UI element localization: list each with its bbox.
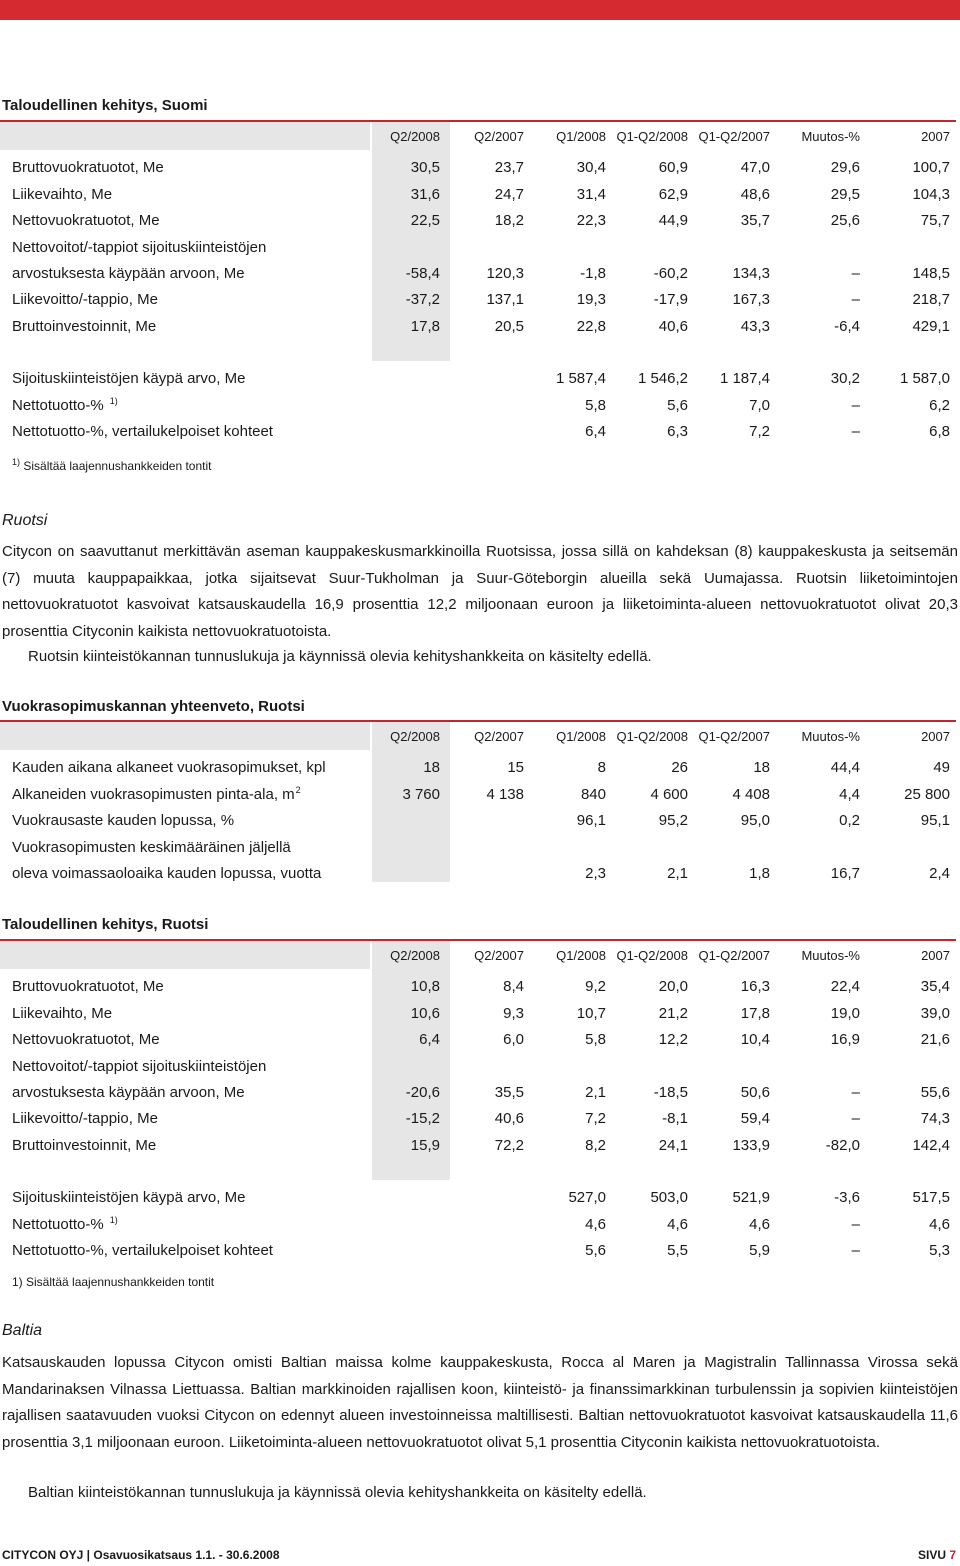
cell-value: -82,0 [825,1136,860,1154]
column-header: Q2/2007 [474,947,524,963]
cell-value [452,229,534,255]
cell-value: 20,0 [658,978,688,996]
cell-value: 22,8 [576,317,606,335]
cell-value: 48,6 [740,185,770,203]
column-header: Q1-Q2/2007 [698,728,770,744]
row-label: oleva voimassaoloaika kauden lopussa, vuotta [0,856,372,882]
header-label-cell [0,722,372,750]
row-label: Vuokrausaste kauden lopussa, % [0,803,372,829]
table-header-row [0,722,960,750]
cell-value [372,803,452,829]
cell-value: 6,4 [585,422,606,440]
cell-value: 44,9 [658,212,688,230]
table-row [0,176,960,202]
row-label: Nettotuotto-% $^{1)}$ [12,1214,118,1233]
cell-value: 23,7 [494,159,524,177]
cell-value: 1 187,4 [719,370,770,388]
cell-value: 12,2 [658,1031,688,1049]
cell-value [534,1048,616,1074]
page-footer [2,1548,957,1562]
table-row [0,361,960,387]
cell-value [698,829,780,855]
cell-value [534,829,616,855]
cell-value: 9,2 [585,978,606,996]
footer-page-indicator [918,1548,960,1562]
cell-value [372,387,452,413]
cell-value: 521,9 [732,1189,770,1207]
cell-value [452,829,534,855]
row-label: Vuokrasopimusten keskimääräinen jäljellä [0,829,372,855]
cell-value: 5,6 [667,396,688,414]
cell-value: 25 800 [904,785,950,803]
row-label: Sijoituskiinteistöjen käypä arvo, Me [12,370,246,388]
header-label-cell [0,941,372,969]
table-row [0,1022,960,1048]
row-label: Bruttovuokratuotot, Me [12,978,164,996]
cell-value: 1 587,0 [899,370,950,388]
cell-value [534,229,616,255]
cell-value: 29,5 [830,185,860,203]
cell-value: 8 [597,759,606,777]
cell-value [372,1180,452,1206]
row-label: Liikevoitto/-tappio, Me [12,291,158,309]
cell-value: 22,3 [576,212,606,230]
cell-value: -15,2 [372,1101,452,1127]
cell-value: 35,7 [740,212,770,230]
cell-value: 10,6 [372,995,452,1021]
row-label: Nettovuokratuotot, Me [12,1031,160,1049]
cell-value: 5,9 [749,1241,770,1259]
cell-value: – [851,1110,860,1128]
cell-value: 8,4 [503,978,524,996]
cell-value [780,1048,870,1074]
cell-value: 6,0 [503,1031,524,1049]
cell-value [616,829,698,855]
cell-value: 15,9 [372,1127,452,1153]
table-row [0,150,960,176]
cell-value: 6,2 [929,396,950,414]
column-header: 2007 [921,728,950,744]
cell-value: 17,8 [372,308,452,334]
cell-value [372,1233,452,1259]
cell-value: 7,2 [585,1110,606,1128]
cell-value: 35,5 [494,1083,524,1101]
sweden-paragraph-1: Citycon on saavuttanut merkittävän aseman kauppakeskusmarkkinoilla Ruotsissa, jossa sillä on kahdeksan (8) kauppakeskusta ja seitsemän (7) muuta kauppapaikkaa, jotka sijaitsevat Suur-Tukholman ja Suur-Göteborgin alueilla sekä Uumajassa. Ruotsin liiketoimintojen nettovuokratuotot kasvoivat katsauskaudella 16,9 prosenttia 12,2 miljoonaan euroon ja liiketoiminta-alueen nettovuokratuotot olivat 20,3 prosenttia Cityconin kaikista nettovuokratuotoista. [2,543,958,640]
cell-value [372,229,452,255]
cell-value: 10,4 [740,1031,770,1049]
cell-value: 24,7 [494,185,524,203]
cell-value: 43,3 [740,317,770,335]
cell-value: -60,2 [653,264,688,282]
table-row [0,776,960,802]
cell-value: -1,8 [580,264,606,282]
cell-value: 142,4 [912,1136,950,1154]
cell-value [452,387,534,413]
cell-value: 6,8 [929,422,950,440]
cell-value: -37,2 [372,282,452,308]
cell-value: 7,2 [749,422,770,440]
cell-value [698,229,780,255]
cell-value: -20,6 [372,1075,452,1101]
cell-value: 29,6 [830,159,860,177]
cell-value: 44,4 [830,759,860,777]
cell-value: 47,0 [740,159,770,177]
cell-value: 0,2 [839,812,860,830]
sweden-heading: Ruotsi [2,512,48,529]
cell-value: -18,5 [653,1083,688,1101]
row-label: Bruttovuokratuotot, Me [12,159,164,177]
cell-value [452,856,534,882]
cell-value [372,361,452,387]
table-row [0,969,960,995]
cell-value: 72,2 [494,1136,524,1154]
cell-value [372,1206,452,1232]
header-label-cell [0,122,372,150]
cell-value: 120,3 [486,264,524,282]
cell-value: 527,0 [568,1189,606,1207]
cell-value: – [851,264,860,282]
column-header: Muutos-% [801,947,860,963]
baltics-heading: Baltia [2,1322,43,1339]
cell-value: 20,5 [494,317,524,335]
column-header: 2007 [921,947,950,963]
cell-value [452,1048,534,1074]
cell-value: 30,5 [372,150,452,176]
cell-value [616,1048,698,1074]
table-row [0,829,960,855]
cell-value: 517,5 [912,1189,950,1207]
table-spacer-row [0,335,960,361]
table-row [0,203,960,229]
column-header: Q2/2008 [372,941,452,969]
table-row [0,1101,960,1127]
cell-value: 2,4 [929,864,950,882]
row-label: Nettotuotto-%, vertailukelpoiset kohteet [12,1241,273,1259]
cell-value: 40,6 [658,317,688,335]
cell-value: 148,5 [912,264,950,282]
column-header: Q2/2007 [474,728,524,744]
cell-value: 5,3 [929,1241,950,1259]
cell-value: – [851,1083,860,1101]
cell-value: 840 [580,785,606,803]
cell-value [870,829,960,855]
cell-value: 4,6 [929,1215,950,1233]
table-row [0,803,960,829]
cell-value: 4 408 [732,785,770,803]
table-header-row [0,941,960,969]
column-header: Q1-Q2/2007 [698,128,770,144]
cell-value [372,414,452,440]
cell-value: 21,2 [658,1004,688,1022]
cell-value: 95,1 [920,812,950,830]
cell-value: 2,1 [585,1083,606,1101]
cell-value [372,856,452,882]
cell-value [452,1233,534,1259]
cell-value: 24,1 [658,1136,688,1154]
column-header: Q1-Q2/2008 [616,728,688,744]
table-row [0,856,960,882]
cell-value: 2,1 [667,864,688,882]
row-label: Liikevaihto, Me [12,185,113,203]
cell-value [870,229,960,255]
cell-value: 5,8 [585,396,606,414]
column-header: Q2/2007 [474,128,524,144]
sweden-paragraph-2: Ruotsin kiinteistökannan tunnuslukuja ja käynnissä olevia kehityshankkeita on käsitelty edellä. [28,648,652,665]
table-row [0,1048,960,1074]
table-row [0,282,960,308]
cell-value: 9,3 [503,1004,524,1022]
cell-value: 1 587,4 [555,370,606,388]
cell-value: 74,3 [920,1110,950,1128]
cell-value: 5,8 [585,1031,606,1049]
cell-value: 133,9 [732,1136,770,1154]
cell-value: 18,2 [494,212,524,230]
cell-value: – [851,291,860,309]
baltics-paragraph-1: Katsauskauden lopussa Citycon omisti Baltian maissa kolme kauppakeskusta, Rocca al Maren ja Magistralin Tallinnassa Virossa sekä Mandarinaksen Vilnassa Liettuassa. Baltian markkinoiden rajallisen koon, kiinteistö- ja finanssimarkkinan turbulenssin ja sopivien kiinteistöjen rajallisen saatavuuden vuoksi Citycon on edennyt alueen investoinneissa maltillisesti. Baltian nettovuokratuotot kasvoivat katsauskaudella 11,6 prosenttia 3,1 miljoonaan euroon. Liiketoiminta-alueen nettovuokratuotot olivat 5,1 prosenttia Cityconin kaikista nettovuokratuotoista. [2,1354,958,1451]
cell-value: 1,8 [749,864,770,882]
cell-value: 30,2 [830,370,860,388]
table-row [0,1180,960,1206]
column-header: Q1/2008 [556,128,606,144]
cell-value: 1 546,2 [637,370,688,388]
row-label: arvostuksesta käypään arvoon, Me [12,1083,245,1101]
cell-value: 7,0 [749,396,770,414]
top-accent-bar [0,0,960,20]
cell-value: 10,7 [576,1004,606,1022]
table-row [0,387,960,413]
cell-value: 39,0 [920,1004,950,1022]
cell-value: – [851,1241,860,1259]
table-row [0,256,960,282]
cell-value [616,229,698,255]
cell-value: 10,8 [372,969,452,995]
row-label: Sijoituskiinteistöjen käypä arvo, Me [12,1189,246,1207]
cell-value [780,829,870,855]
cell-value: 60,9 [658,159,688,177]
column-header: Q2/2008 [372,722,452,750]
cell-value: 30,4 [576,159,606,177]
table-spacer-row [0,1154,960,1180]
cell-value: 4,6 [667,1215,688,1233]
cell-value: 75,7 [920,212,950,230]
cell-value: 5,6 [585,1241,606,1259]
cell-value: – [851,396,860,414]
table-row [0,414,960,440]
table1-footnote: $^{1)}$ Sisältää laajennushankkeiden tontit [12,457,212,473]
cell-value: 26 [671,759,688,777]
column-header: Q1/2008 [556,947,606,963]
row-label: Nettotuotto-%, vertailukelpoiset kohteet [12,422,273,440]
footer-company-report: CITYCON OYJ | Osavuosikatsaus 1.1. - 30.6.2008 [2,1548,280,1562]
cell-value: 104,3 [912,185,950,203]
cell-value: 15 [507,759,524,777]
cell-value: – [851,1215,860,1233]
cell-value: 100,7 [912,159,950,177]
table1-title: Taloudellinen kehitys, Suomi [2,97,208,114]
cell-value: 6,4 [372,1022,452,1048]
cell-value: 59,4 [740,1110,770,1128]
table-row [0,1233,960,1259]
cell-value: 134,3 [732,264,770,282]
cell-value: 167,3 [732,291,770,309]
column-header: Muutos-% [801,128,860,144]
cell-value: 4 138 [486,785,524,803]
cell-value: 96,1 [576,812,606,830]
cell-value: 55,6 [920,1083,950,1101]
footer-page-label: SIVU [918,1548,947,1562]
cell-value: 16,7 [830,864,860,882]
cell-value: 503,0 [650,1189,688,1207]
cell-value [452,1180,534,1206]
cell-value: 25,6 [830,212,860,230]
row-label: arvostuksesta käypään arvoon, Me [12,264,245,282]
cell-value: 19,0 [830,1004,860,1022]
cell-value: – [851,422,860,440]
table-row [0,1127,960,1153]
table-row [0,1206,960,1232]
table2-sweden-leases [0,722,960,882]
cell-value: 50,6 [740,1083,770,1101]
cell-value: 8,2 [585,1136,606,1154]
column-header: Q1/2008 [556,728,606,744]
row-label: Bruttoinvestoinnit, Me [12,1136,157,1154]
cell-value: 4,4 [839,785,860,803]
cell-value [372,1048,452,1074]
table3-footnote: 1) Sisältää laajennushankkeiden tontit [12,1275,215,1289]
cell-value: 31,6 [372,176,452,202]
table1-finland-financials [0,122,960,440]
cell-value: 16,3 [740,978,770,996]
cell-value: -17,9 [653,291,688,309]
column-header: 2007 [921,128,950,144]
cell-value [452,361,534,387]
cell-value: 137,1 [486,291,524,309]
cell-value: 4,6 [749,1215,770,1233]
column-header: Q1-Q2/2008 [616,128,688,144]
table-row [0,750,960,776]
cell-value [452,803,534,829]
cell-value [698,1048,780,1074]
table3-title: Taloudellinen kehitys, Ruotsi [2,916,209,933]
cell-value [780,229,870,255]
cell-value: 18 [372,750,452,776]
cell-value: 2,3 [585,864,606,882]
cell-value: 218,7 [912,291,950,309]
cell-value: 22,5 [372,203,452,229]
cell-value: 19,3 [576,291,606,309]
cell-value: 31,4 [576,185,606,203]
cell-value: 95,0 [740,812,770,830]
row-label: Alkaneiden vuokrasopimusten pinta-ala, $m^2$ [0,776,372,802]
cell-value: 5,5 [667,1241,688,1259]
cell-value: 40,6 [494,1110,524,1128]
cell-value [372,829,452,855]
cell-value: 18 [753,759,770,777]
row-label: Nettovuokratuotot, Me [12,212,160,230]
cell-value: 429,1 [912,317,950,335]
column-header: Muutos-% [801,728,860,744]
row-label: Nettotuotto-% $^{1)}$ [12,395,118,414]
cell-value: -58,4 [372,256,452,282]
cell-value: -6,4 [834,317,860,335]
cell-value: 3 760 [372,776,452,802]
table-row [0,229,960,255]
cell-value: 21,6 [920,1031,950,1049]
cell-value: 17,8 [740,1004,770,1022]
cell-value: 4,6 [585,1215,606,1233]
column-header: Q1-Q2/2008 [616,947,688,963]
table-row [0,995,960,1021]
cell-value: -8,1 [662,1110,688,1128]
table3-sweden-financials [0,941,960,1259]
column-header: Q2/2008 [372,122,452,150]
cell-value: 62,9 [658,185,688,203]
table-row [0,1075,960,1101]
cell-value: 16,9 [830,1031,860,1049]
cell-value: 6,3 [667,422,688,440]
table-row [0,308,960,334]
row-label: Kauden aikana alkaneet vuokrasopimukset, kpl [0,750,372,776]
cell-value [452,1206,534,1232]
cell-value: 49 [933,759,950,777]
row-label: Liikevoitto/-tappio, Me [12,1110,158,1128]
cell-value: 4 600 [650,785,688,803]
row-label: Bruttoinvestoinnit, Me [12,317,157,335]
row-label: Liikevaihto, Me [12,1004,113,1022]
footer-page-number: 7 [949,1548,957,1562]
cell-value [452,414,534,440]
table2-title: Vuokrasopimuskannan yhteenveto, Ruotsi [2,698,305,715]
cell-value [870,1048,960,1074]
baltics-paragraph-2: Baltian kiinteistökannan tunnuslukuja ja käynnissä olevia kehityshankkeita on käsitelty edellä. [28,1484,647,1501]
cell-value: 22,4 [830,978,860,996]
column-header: Q1-Q2/2007 [698,947,770,963]
cell-value: 95,2 [658,812,688,830]
row-label: Nettovoitot/-tappiot sijoituskiinteistöjen [12,238,267,256]
cell-value: 35,4 [920,978,950,996]
cell-value: -3,6 [834,1189,860,1207]
row-label: Nettovoitot/-tappiot sijoituskiinteistöjen [12,1057,267,1075]
table-header-row [0,122,960,150]
